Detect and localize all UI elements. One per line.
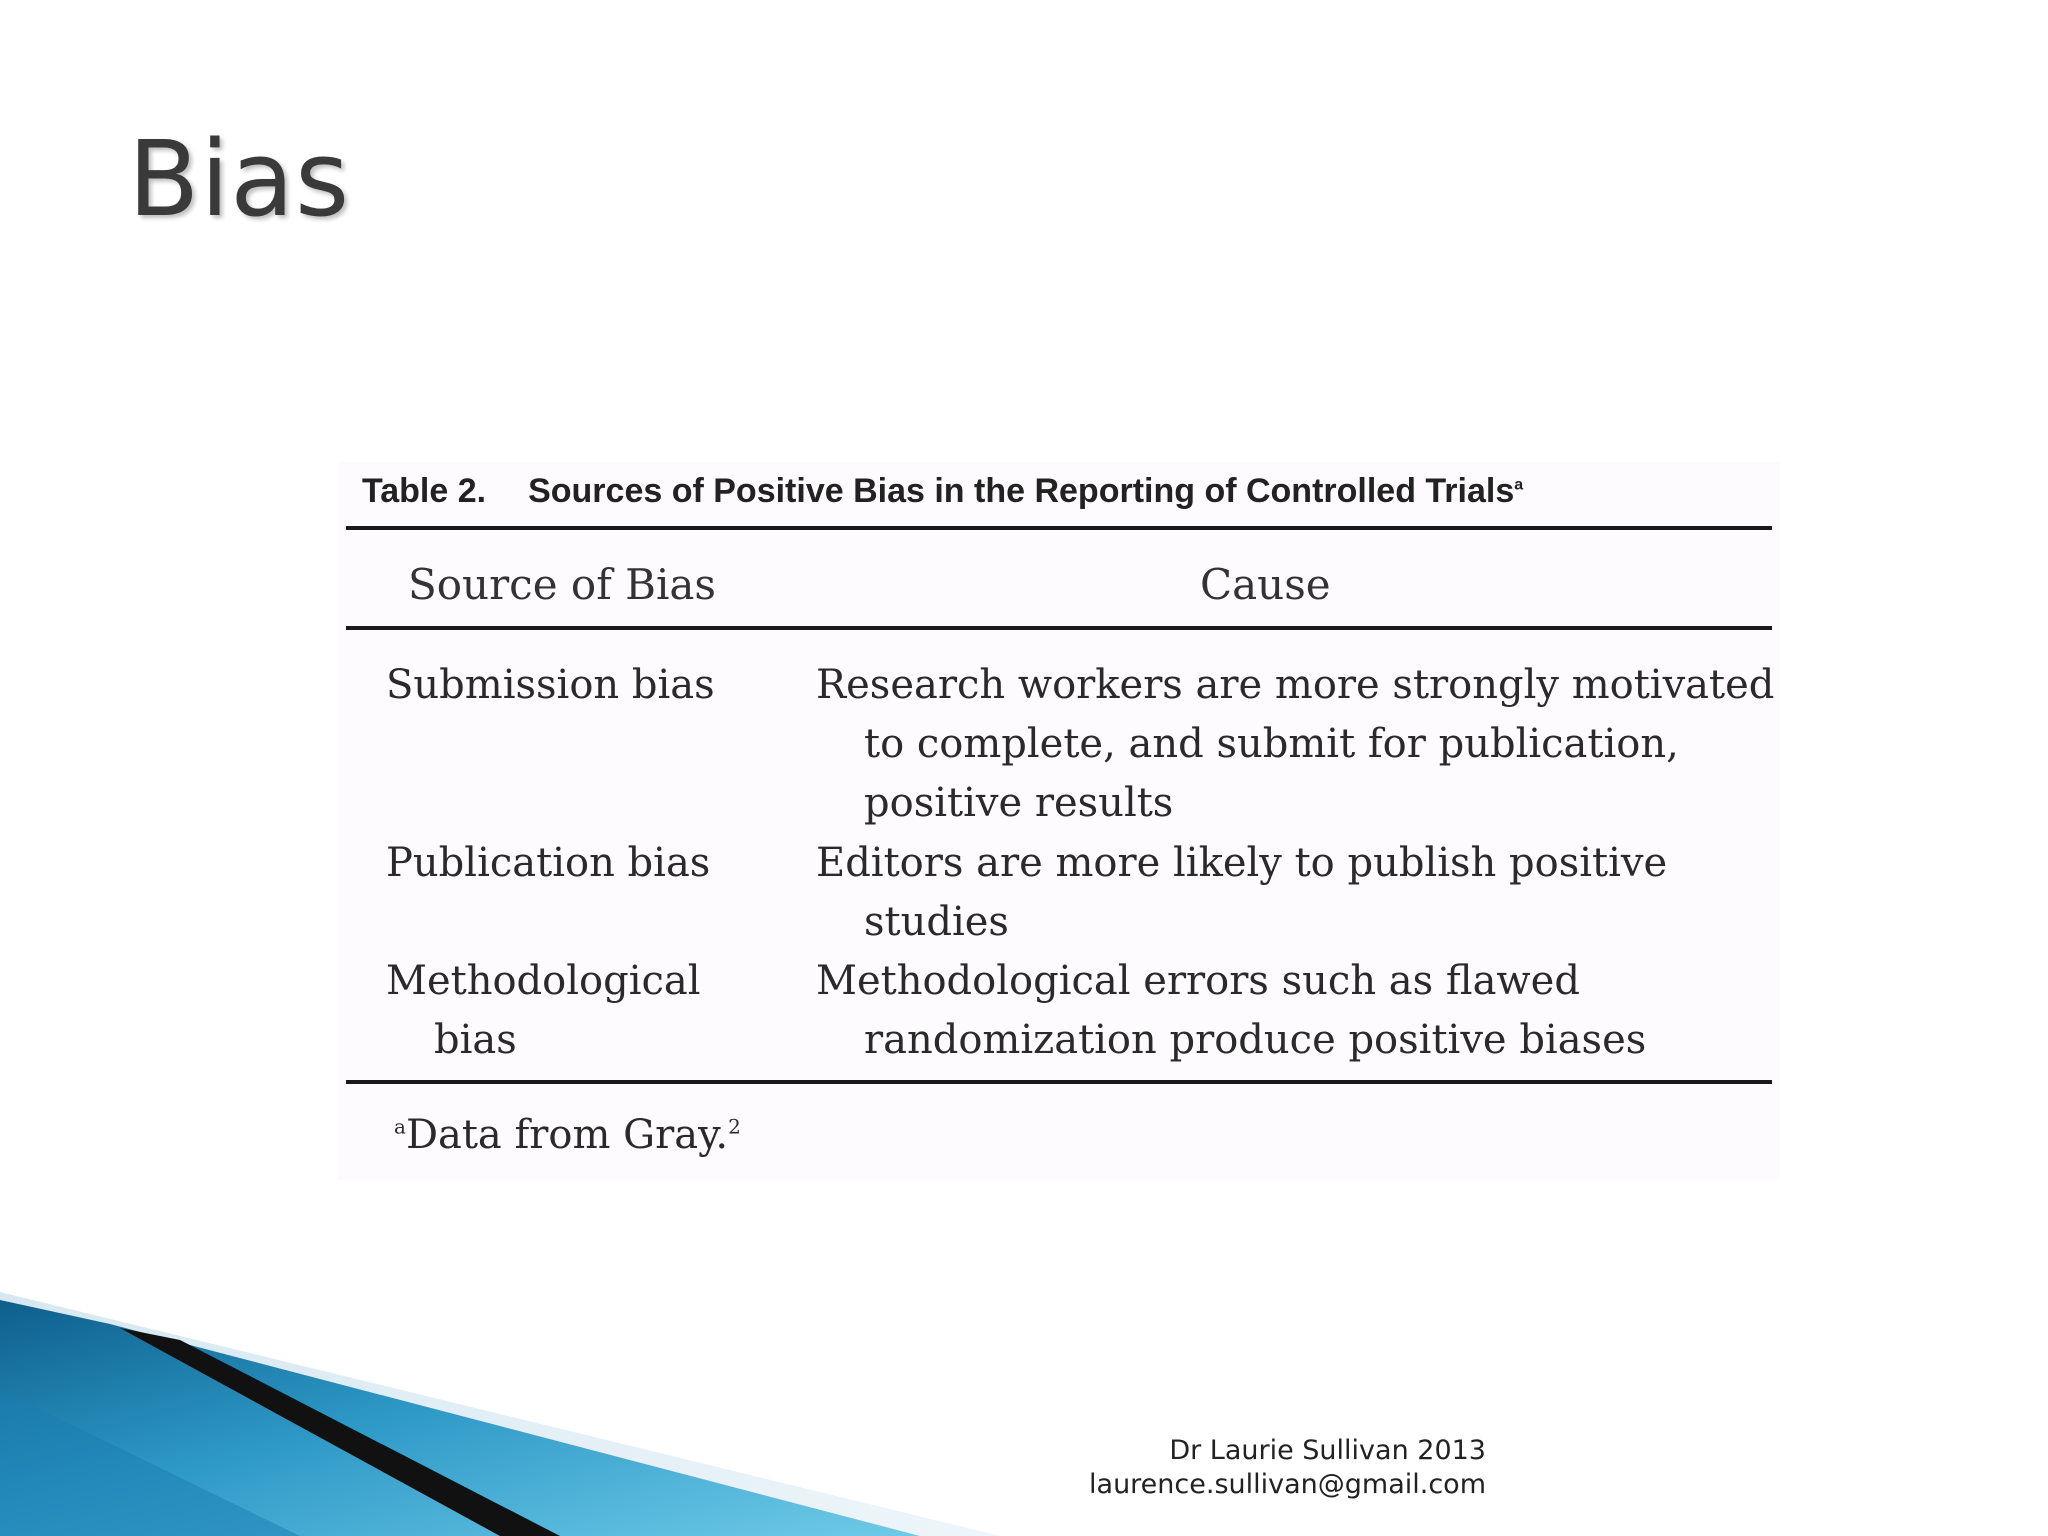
table-cell-cause: Editors are more likely to publish positive studies (816, 840, 1668, 945)
footnote-reference: 2 (728, 1114, 741, 1139)
decorative-swoosh (0, 1280, 1000, 1536)
slide-footer (1089, 1434, 1486, 1502)
table-header-rule (346, 626, 1772, 630)
table-footnote (394, 1112, 741, 1158)
footer-author: Dr Laurie Sullivan 2013 (1169, 1435, 1486, 1466)
table-top-rule (346, 526, 1772, 530)
table-caption-number: Table 2. (362, 472, 487, 510)
table-cell-source: Submission bias (386, 662, 715, 708)
table-cell-cause: Methodological errors such as flawed randomization produce positive biases (816, 958, 1647, 1063)
column-header-cause: Cause (1200, 560, 1331, 609)
table-caption (362, 472, 1523, 511)
column-header-source: Source of Bias (408, 560, 716, 609)
table-caption-marker: a (1514, 476, 1524, 494)
table-bottom-rule (346, 1080, 1772, 1084)
slide-title: Bias (128, 118, 351, 240)
footer-email: laurence.sullivan@gmail.com (1089, 1469, 1486, 1500)
footnote-marker: a (394, 1114, 406, 1139)
footnote-text: Data from Gray. (405, 1112, 729, 1158)
table-image (338, 462, 1780, 1180)
table-caption-title: Sources of Positive Bias in the Reporting of Controlled Trials (528, 472, 1515, 510)
table-cell-source: Publication bias (386, 840, 711, 886)
table-cell-source: Methodological bias (386, 958, 701, 1063)
table-cell-cause: Research workers are more strongly motivated to complete, and submit for publication, positive results (816, 662, 1775, 826)
